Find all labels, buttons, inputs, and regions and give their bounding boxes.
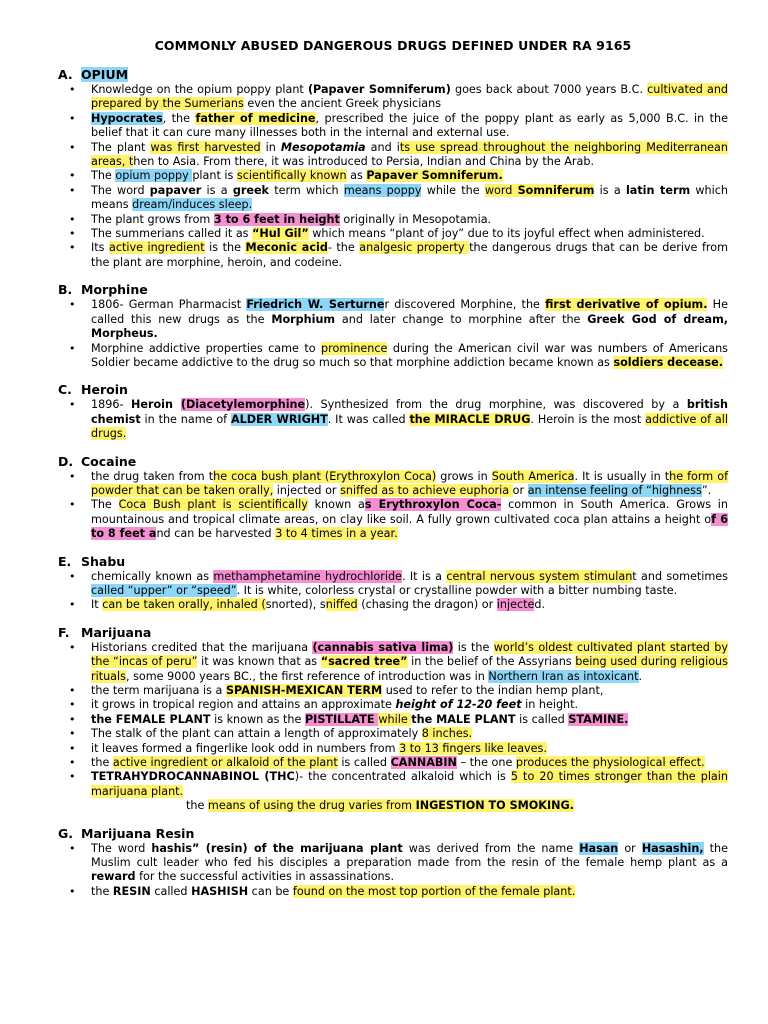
bullet-list (58, 570, 728, 613)
bullet-list (58, 298, 728, 370)
section-opium (58, 67, 728, 270)
bullet-list (58, 398, 728, 441)
heading-text: Morphine (81, 282, 148, 298)
section-cocaine (58, 454, 728, 542)
list-item: • the term marijuana is a SPANISH-MEXICAN TERM used to refer to the indian hemp plant, (91, 684, 728, 698)
heading-text: Shabu (81, 553, 126, 569)
section-heading: C. Heroin (58, 382, 128, 398)
list-item: • Knowledge on the opium poppy plant (Papaver Somniferum) goes back about 7000 years B.C. cultivated and prepared by the Sumerians even the ancient Greek physicians (91, 83, 728, 112)
list-item: • the RESIN called HASHISH can be found on the most top portion of the female plant. (91, 885, 728, 899)
list-item: • chemically known as methamphetamine hydrochloride. It is a central nervous system stimulant and sometimes called “upper” or “speed”. It is white, colorless crystal or crystalline powder with a bitter numbing taste. (91, 570, 728, 599)
section-marijuana-resin (58, 826, 728, 900)
list-item: • Its active ingredient is the Meconic acid- the analgesic property the dangerous drugs that can be derive from the plant are morphine, heroin, and codeine. (91, 241, 728, 270)
bullet-list (58, 470, 728, 542)
heading-text: Heroin (81, 382, 128, 398)
section-heading: D. Cocaine (58, 453, 137, 469)
list-item: • Hypocrates, the father of medicine, prescribed the juice of the poppy plant as early as 5,000 B.C. in the belief that it can cure many illnesses both in the internal and external use. (91, 112, 728, 141)
bullet-list (58, 83, 728, 270)
bullet-list (58, 641, 728, 814)
list-item: • TETRAHYDROCANNABINOL (THC)- the concentrated alkaloid which is 5 to 20 times stronger than the plain marijuana plant. (91, 770, 728, 799)
list-item: • The Coca Bush plant is scientifically known as Erythroxylon Coca- common in South America. Grows in mountainous and tropical climate areas, on clay like soil. A fully grown cultivated coca plan attains a height of 6 to 8 feet and can be harvested 3 to 4 times in a year. (91, 498, 728, 541)
heading-text: Cocaine (81, 453, 137, 469)
section-heading: A. OPIUM (58, 67, 129, 82)
list-item: • Historians credited that the marijuana (cannabis sativa lima) is the world’s oldest cultivated plant started by the “incas of peru” it was known that as “sacred tree” in the belief of the Assyrians being used during religious rituals, some 9000 years BC., the first reference of introduction was in Northern Iran as intoxicant. (91, 641, 728, 684)
list-item: • the drug taken from the coca bush plant (Erythroxylon Coca) grows in South America. It is usually in the form of powder that can be taken orally, injected or sniffed as to achieve euphoria or an intense feeling of “highness”. (91, 470, 728, 499)
list-item: • The summerians called it as “Hul Gil” which means “plant of joy” due to its joyful effect when administered. (91, 227, 728, 241)
list-item: • The stalk of the plant can attain a length of approximately 8 inches. (91, 727, 728, 741)
list-item: • The plant was first harvested in Mesopotamia and its use spread throughout the neighboring Mediterranean areas, then to Asia. From there, it was introduced to Persia, Indian and China by the Arab. (91, 141, 728, 170)
list-item: • The word papaver is a greek term which means poppy while the word Somniferum is a latin term which means dream/induces sleep. (91, 184, 728, 213)
list-item: • Morphine addictive properties came to prominence during the American civil war was numbers of Americans Soldier became addictive to the drug so much so that morphine addiction became known as soldiers decease. (91, 342, 728, 371)
list-item: • it grows in tropical region and attains an approximate height of 12-20 feet in height. (91, 698, 728, 712)
section-heading: B. Morphine (58, 282, 148, 298)
section-shabu (58, 554, 728, 613)
heading-text: OPIUM (81, 67, 129, 82)
document-title: COMMONLY ABUSED DANGEROUS DRUGS DEFINED UNDER RA 9165 (154, 38, 632, 53)
list-item: • It can be taken orally, inhaled (snorted), sniffed (chasing the dragon) or injected. (91, 598, 728, 612)
list-item: • it leaves formed a fingerlike look odd in numbers from 3 to 13 fingers like leaves. (91, 742, 728, 756)
section-heading: G. Marijuana Resin (58, 825, 195, 841)
bullet-list (58, 842, 728, 900)
list-item: • the FEMALE PLANT is known as the PISTILLATE while the MALE PLANT is called STAMINE. (91, 713, 728, 727)
section-heading: F. Marijuana (58, 624, 152, 640)
heading-text: Marijuana (81, 624, 152, 640)
list-item: • The word hashis” (resin) of the marijuana plant was derived from the name Hasan or Hasashin, the Muslim cult leader who fed his disciples a preparation made from the resin of the female hemp plant as a reward for the successful activities in assassinations. (91, 842, 728, 885)
heading-text: Marijuana Resin (81, 825, 195, 841)
section-marijuana (58, 625, 728, 814)
section-heading: E. Shabu (58, 553, 126, 569)
list-item: • 1896- Heroin (Diacetylemorphine). Synthesized from the drug morphine, was discovered by a british chemist in the name of ALDER WRIGHT. It was called the MIRACLE DRUG. Heroin is the most addictive of all drugs. (91, 398, 728, 441)
list-item: • The opium poppy plant is scientifically known as Papaver Somniferum. (91, 169, 728, 183)
list-item: • 1806- German Pharmacist Friedrich W. Serturner discovered Morphine, the first derivative of opium. He called this new drugs as the Morphium and later change to morphine after the Greek God of dream, Morpheus. (91, 298, 728, 341)
section-heroin (58, 382, 728, 441)
list-item: • The plant grows from 3 to 6 feet in height originally in Mesopotamia. (91, 213, 728, 227)
section-morphine (58, 282, 728, 370)
list-item: the means of using the drug varies from INGESTION TO SMOKING. (186, 799, 574, 813)
list-item: • the active ingredient or alkaloid of the plant is called CANNABIN – the one produces the physiological effect. (91, 756, 728, 770)
